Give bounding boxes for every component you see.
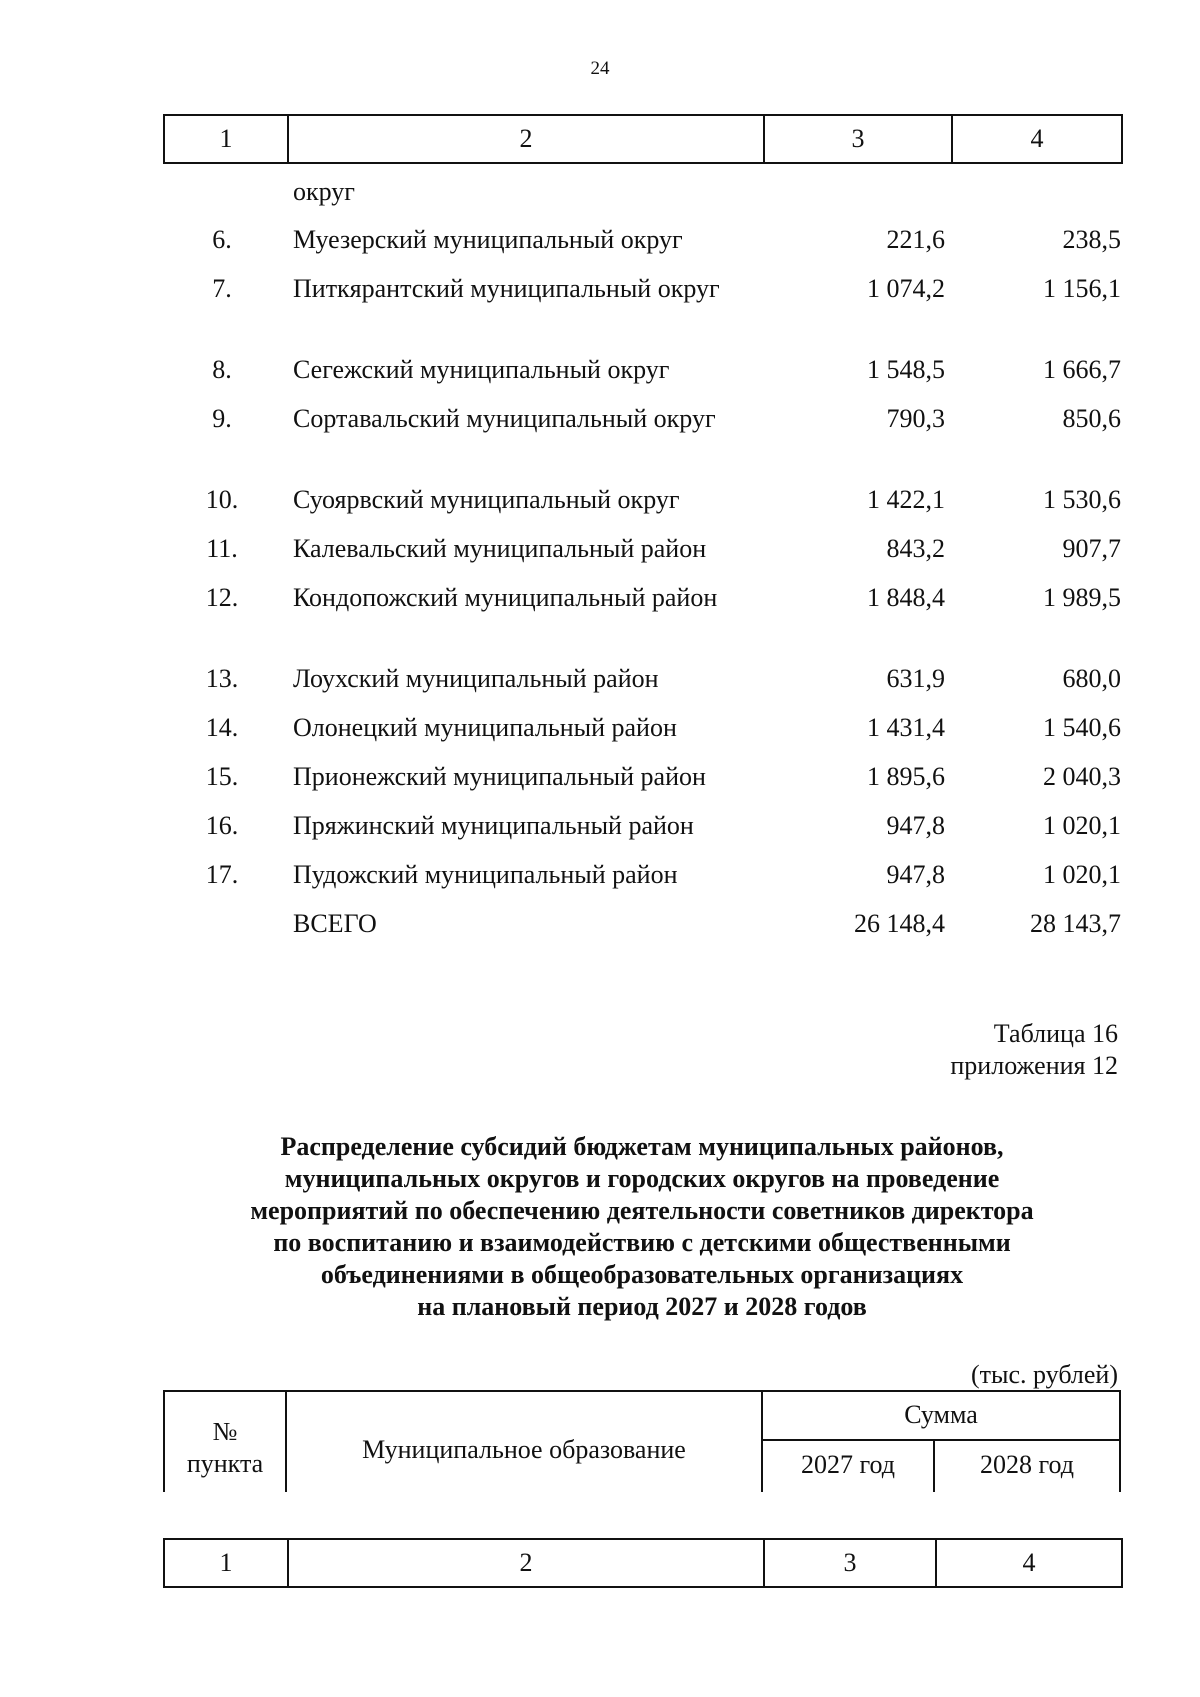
value-2027: 221,6 xyxy=(886,225,945,254)
units-label: (тыс. рублей) xyxy=(970,1360,1118,1389)
municipality-name: Сегежский муниципальный округ xyxy=(293,355,670,384)
sum-header: Сумма xyxy=(904,1400,978,1429)
municipality-name: Лоухский муниципальный район xyxy=(293,664,659,693)
municipality-name: округ xyxy=(293,177,355,206)
title-line: Распределение субсидий бюджетам муниципальных районов, xyxy=(280,1132,1004,1161)
value-2027: 1 422,1 xyxy=(867,485,945,514)
value-2027: 790,3 xyxy=(886,404,945,433)
value-2028: 1 540,6 xyxy=(1043,713,1121,742)
title-line: на плановый период 2027 и 2028 годов xyxy=(417,1292,867,1321)
table-row xyxy=(163,810,1121,859)
value-2028: 907,7 xyxy=(1062,534,1121,563)
table-row xyxy=(163,712,1121,761)
table-row xyxy=(163,533,1121,582)
municipality-name: Пудожский муниципальный район xyxy=(293,860,678,889)
table-row xyxy=(163,176,1121,224)
value-2027: 947,8 xyxy=(886,860,945,889)
row-number: 11. xyxy=(206,534,238,563)
row-number: 10. xyxy=(205,485,239,514)
municipality-name: Прионежский муниципальный район xyxy=(293,762,706,791)
column-number: 3 xyxy=(764,1539,936,1587)
row-number: 17. xyxy=(205,860,239,889)
value-2027: 1 895,6 xyxy=(867,762,945,791)
row-number: 8. xyxy=(212,355,232,384)
total-2028: 28 143,7 xyxy=(1030,909,1121,938)
municipality-header: Муниципальное образование xyxy=(362,1435,686,1464)
total-label: ВСЕГО xyxy=(293,909,377,938)
bottom-column-header xyxy=(163,1538,1123,1588)
value-2027: 1 548,5 xyxy=(867,355,945,384)
table-header xyxy=(163,1390,1121,1492)
row-number: 6. xyxy=(212,225,232,254)
table-row xyxy=(163,354,1121,403)
municipality-name: Олонецкий муниципальный район xyxy=(293,713,677,742)
row-number: 9. xyxy=(212,404,232,433)
row-number: 16. xyxy=(205,811,239,840)
municipality-name: Пряжинский муниципальный район xyxy=(293,811,694,840)
table-row xyxy=(163,582,1121,663)
municipality-name: Сортавальский муниципальный округ xyxy=(293,404,716,433)
value-2028: 1 530,6 xyxy=(1043,485,1121,514)
value-2027: 947,8 xyxy=(886,811,945,840)
value-2028: 1 020,1 xyxy=(1043,811,1121,840)
value-2028: 850,6 xyxy=(1062,404,1121,433)
top-column-header xyxy=(163,114,1123,164)
column-number: 4 xyxy=(952,115,1122,163)
title-line: мероприятий по обеспечению деятельности советников директора xyxy=(250,1196,1034,1225)
row-number: 14. xyxy=(205,713,239,742)
value-2028: 2 040,3 xyxy=(1043,762,1121,791)
value-2027: 1 848,4 xyxy=(867,583,945,612)
value-2027: 631,9 xyxy=(886,664,945,693)
table-row xyxy=(163,484,1121,533)
column-number: 1 xyxy=(164,115,288,163)
column-number: 4 xyxy=(936,1539,1122,1587)
row-number: 15. xyxy=(205,762,239,791)
table-row xyxy=(163,224,1121,273)
value-2028: 1 666,7 xyxy=(1043,355,1121,384)
row-number: 7. xyxy=(212,274,232,303)
municipality-name: Питкярантский муниципальный округ xyxy=(293,274,720,303)
border-line xyxy=(163,1390,1121,1392)
title-line: по воспитанию и взаимодействию с детскими общественными xyxy=(273,1228,1011,1257)
municipality-name: Кондопожский муниципальный район xyxy=(293,583,718,612)
title-line: объединениями в общеобразовательных организациях xyxy=(320,1260,964,1289)
number-header-symbol: № xyxy=(212,1417,238,1446)
table-caption xyxy=(950,1018,1118,1082)
table-title xyxy=(163,1131,1121,1323)
table-row xyxy=(163,663,1121,712)
value-2028: 1 156,1 xyxy=(1043,274,1121,303)
border-line xyxy=(761,1439,1121,1441)
municipality-name: Суоярвский муниципальный округ xyxy=(293,485,680,514)
value-2028: 1 989,5 xyxy=(1043,583,1121,612)
value-2027: 843,2 xyxy=(886,534,945,563)
column-number: 1 xyxy=(164,1539,288,1587)
value-2028: 1 020,1 xyxy=(1043,860,1121,889)
table-number: Таблица 16 xyxy=(993,1019,1118,1048)
municipality-name: Калевальский муниципальный район xyxy=(293,534,707,563)
title-line: муниципальных округов и городских округов на проведение xyxy=(284,1164,1000,1193)
year-2027-header: 2027 год xyxy=(801,1450,895,1479)
value-2027: 1 074,2 xyxy=(867,274,945,303)
row-number: 13. xyxy=(205,664,239,693)
appendix-number: приложения 12 xyxy=(950,1051,1118,1080)
column-number: 3 xyxy=(764,115,952,163)
total-2027: 26 148,4 xyxy=(854,909,945,938)
table-row xyxy=(163,761,1121,810)
municipality-name: Муезерский муниципальный округ xyxy=(293,225,683,254)
number-header-label: пункта xyxy=(186,1449,264,1478)
column-number: 2 xyxy=(288,115,764,163)
row-number: 12. xyxy=(205,583,239,612)
total-row xyxy=(163,908,1121,957)
value-2028: 680,0 xyxy=(1062,664,1121,693)
table-row xyxy=(163,403,1121,484)
table-row xyxy=(163,859,1121,908)
table-body xyxy=(163,176,1121,957)
border-line xyxy=(1119,1390,1121,1492)
column-number: 2 xyxy=(288,1539,764,1587)
value-2028: 238,5 xyxy=(1062,225,1121,254)
table-row xyxy=(163,273,1121,354)
value-2027: 1 431,4 xyxy=(867,713,945,742)
year-2028-header: 2028 год xyxy=(980,1450,1074,1479)
page-number: 24 xyxy=(590,58,610,79)
